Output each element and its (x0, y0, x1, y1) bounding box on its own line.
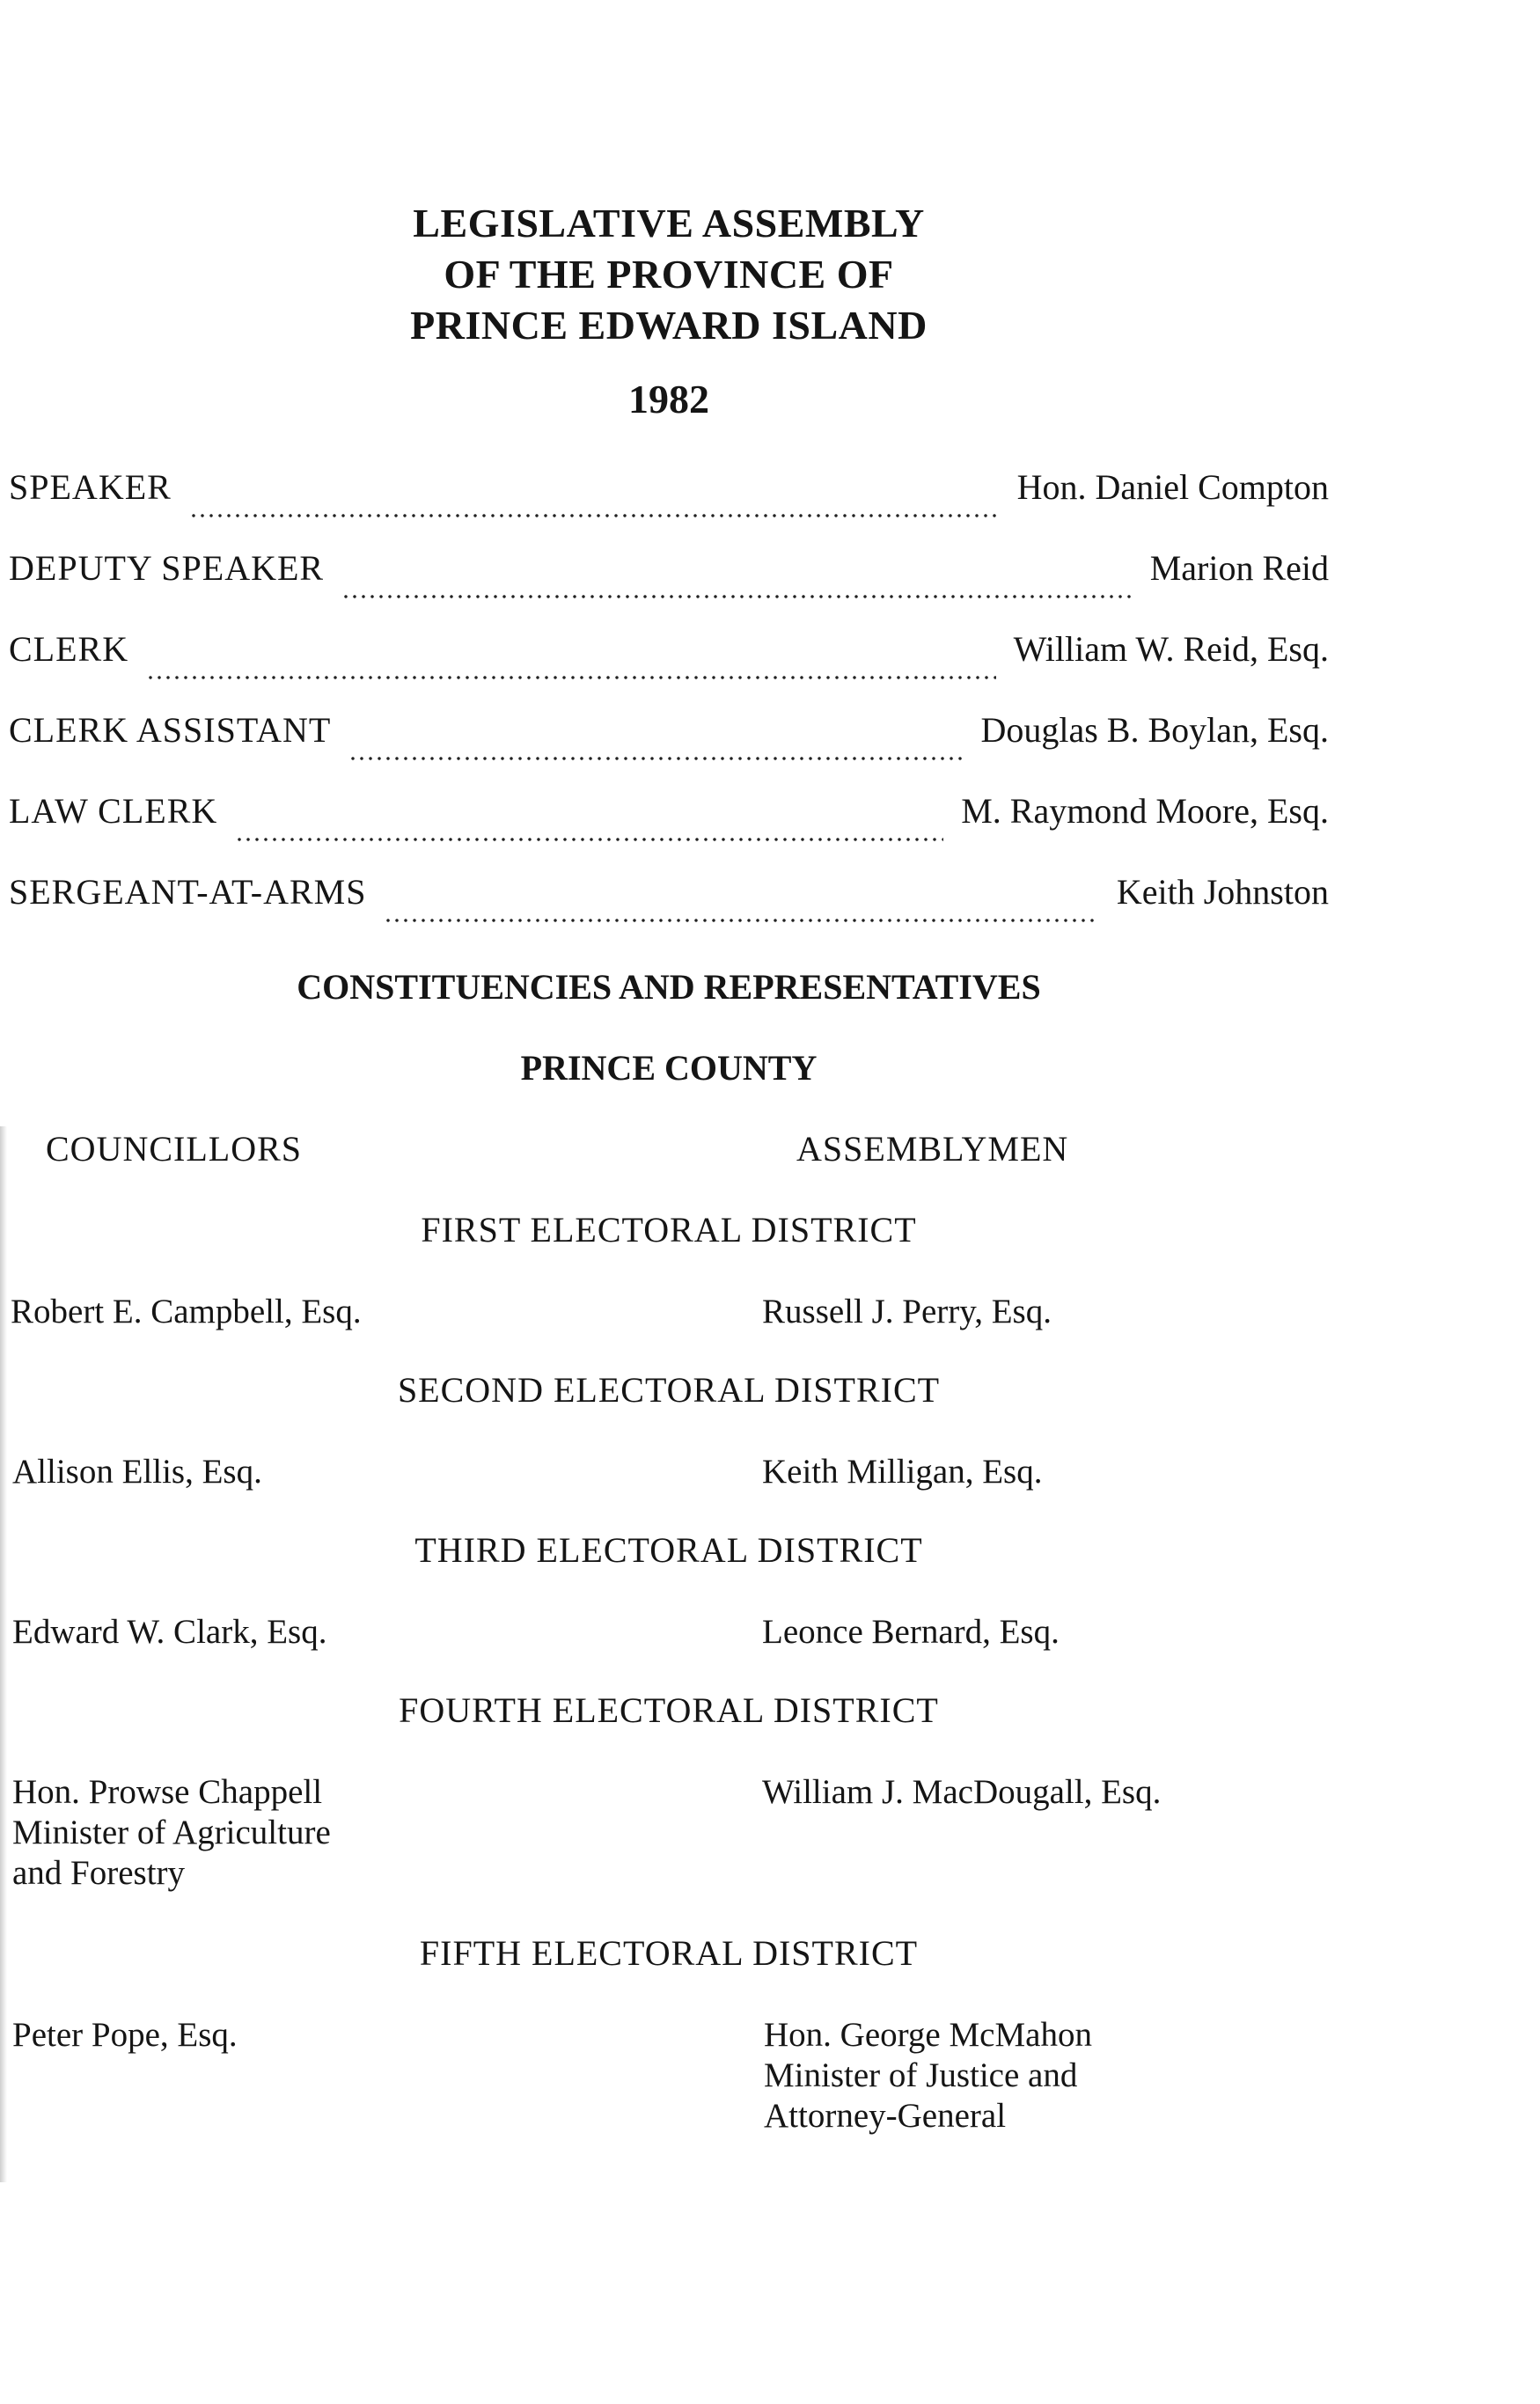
assemblyman-line: Attorney-General (764, 2097, 1007, 2135)
councillor-line: Hon. Prowse Chappell (12, 1773, 323, 1811)
assemblyman-line: William J. MacDougall, Esq. (762, 1773, 1162, 1811)
councillor-line: Peter Pope, Esq. (12, 2016, 238, 2054)
officer-role: LAW CLERK (9, 791, 218, 831)
page-edge-shadow (0, 1126, 7, 2182)
document-title (0, 198, 1338, 422)
councillor-line: Robert E. Campbell, Esq. (11, 1293, 362, 1330)
title-line-2: OF THE PROVINCE OF (444, 252, 894, 297)
district-heading-first: FIRST ELECTORAL DISTRICT (421, 1210, 917, 1250)
officer-row-speaker (9, 466, 1329, 547)
dot-leader (384, 916, 1098, 925)
officer-role: SERGEANT-AT-ARMS (9, 872, 367, 912)
section-heading: CONSTITUENCIES AND REPRESENTATIVES (297, 967, 1041, 1007)
dot-leader (189, 511, 1000, 520)
officer-row-clerk (9, 628, 1329, 709)
councillor-line: Allison Ellis, Esq. (12, 1453, 262, 1491)
assemblyman-first-district (762, 1292, 1052, 1332)
assemblyman-line: Leonce Bernard, Esq. (762, 1613, 1060, 1651)
officer-name: William W. Reid, Esq. (1013, 629, 1329, 669)
dot-leader (146, 673, 995, 682)
dot-leader (348, 754, 963, 763)
councillor-line: Edward W. Clark, Esq. (12, 1613, 327, 1651)
title-line-3: PRINCE EDWARD ISLAND (410, 303, 928, 348)
officer-name: Douglas B. Boylan, Esq. (980, 710, 1329, 750)
district-heading-third: THIRD ELECTORAL DISTRICT (414, 1530, 923, 1570)
councillor-fourth-district (12, 1772, 331, 1894)
councillors-column-heading: COUNCILLORS (46, 1129, 303, 1169)
assemblyman-line: Minister of Justice and (764, 2056, 1078, 2094)
officer-row-clerk-assistant (9, 709, 1329, 790)
assemblyman-line: Russell J. Perry, Esq. (762, 1293, 1052, 1330)
officer-name: Marion Reid (1149, 548, 1329, 588)
assemblyman-fourth-district (762, 1772, 1161, 1813)
assemblyman-third-district (762, 1612, 1060, 1653)
councillor-line: Minister of Agriculture (12, 1814, 331, 1851)
assemblyman-line: Keith Milligan, Esq. (762, 1453, 1043, 1491)
district-heading-second: SECOND ELECTORAL DISTRICT (397, 1370, 941, 1410)
officer-name: M. Raymond Moore, Esq. (961, 791, 1329, 831)
officer-row-sergeant-at-arms (9, 871, 1329, 952)
councillor-third-district (12, 1612, 326, 1653)
officer-name: Keith Johnston (1116, 872, 1329, 912)
officer-row-law-clerk (9, 790, 1329, 871)
councillor-fifth-district (12, 2015, 238, 2056)
title-year: 1982 (628, 377, 709, 421)
district-heading-fourth: FOURTH ELECTORAL DISTRICT (399, 1690, 939, 1730)
officer-role: DEPUTY SPEAKER (9, 548, 325, 588)
title-line-1: LEGISLATIVE ASSEMBLY (413, 201, 925, 246)
assemblyman-line: Hon. George McMahon (764, 2016, 1092, 2054)
district-heading-fifth: FIFTH ELECTORAL DISTRICT (419, 1933, 919, 1973)
assemblymen-column-heading: ASSEMBLYMEN (796, 1129, 1069, 1169)
officer-row-deputy-speaker (9, 547, 1329, 628)
councillor-line: and Forestry (12, 1854, 186, 1892)
officers-list (9, 466, 1329, 952)
dot-leader (235, 835, 943, 844)
officer-role: SPEAKER (9, 467, 172, 507)
assemblyman-second-district (762, 1452, 1042, 1492)
assemblyman-fifth-district (764, 2015, 1092, 2136)
officer-role: CLERK (9, 629, 129, 669)
county-heading: PRINCE COUNTY (520, 1048, 818, 1088)
dot-leader (341, 592, 1133, 601)
councillor-second-district (12, 1452, 262, 1492)
officer-role: CLERK ASSISTANT (9, 710, 332, 750)
officer-name: Hon. Daniel Compton (1016, 467, 1329, 507)
councillor-first-district (11, 1292, 362, 1332)
